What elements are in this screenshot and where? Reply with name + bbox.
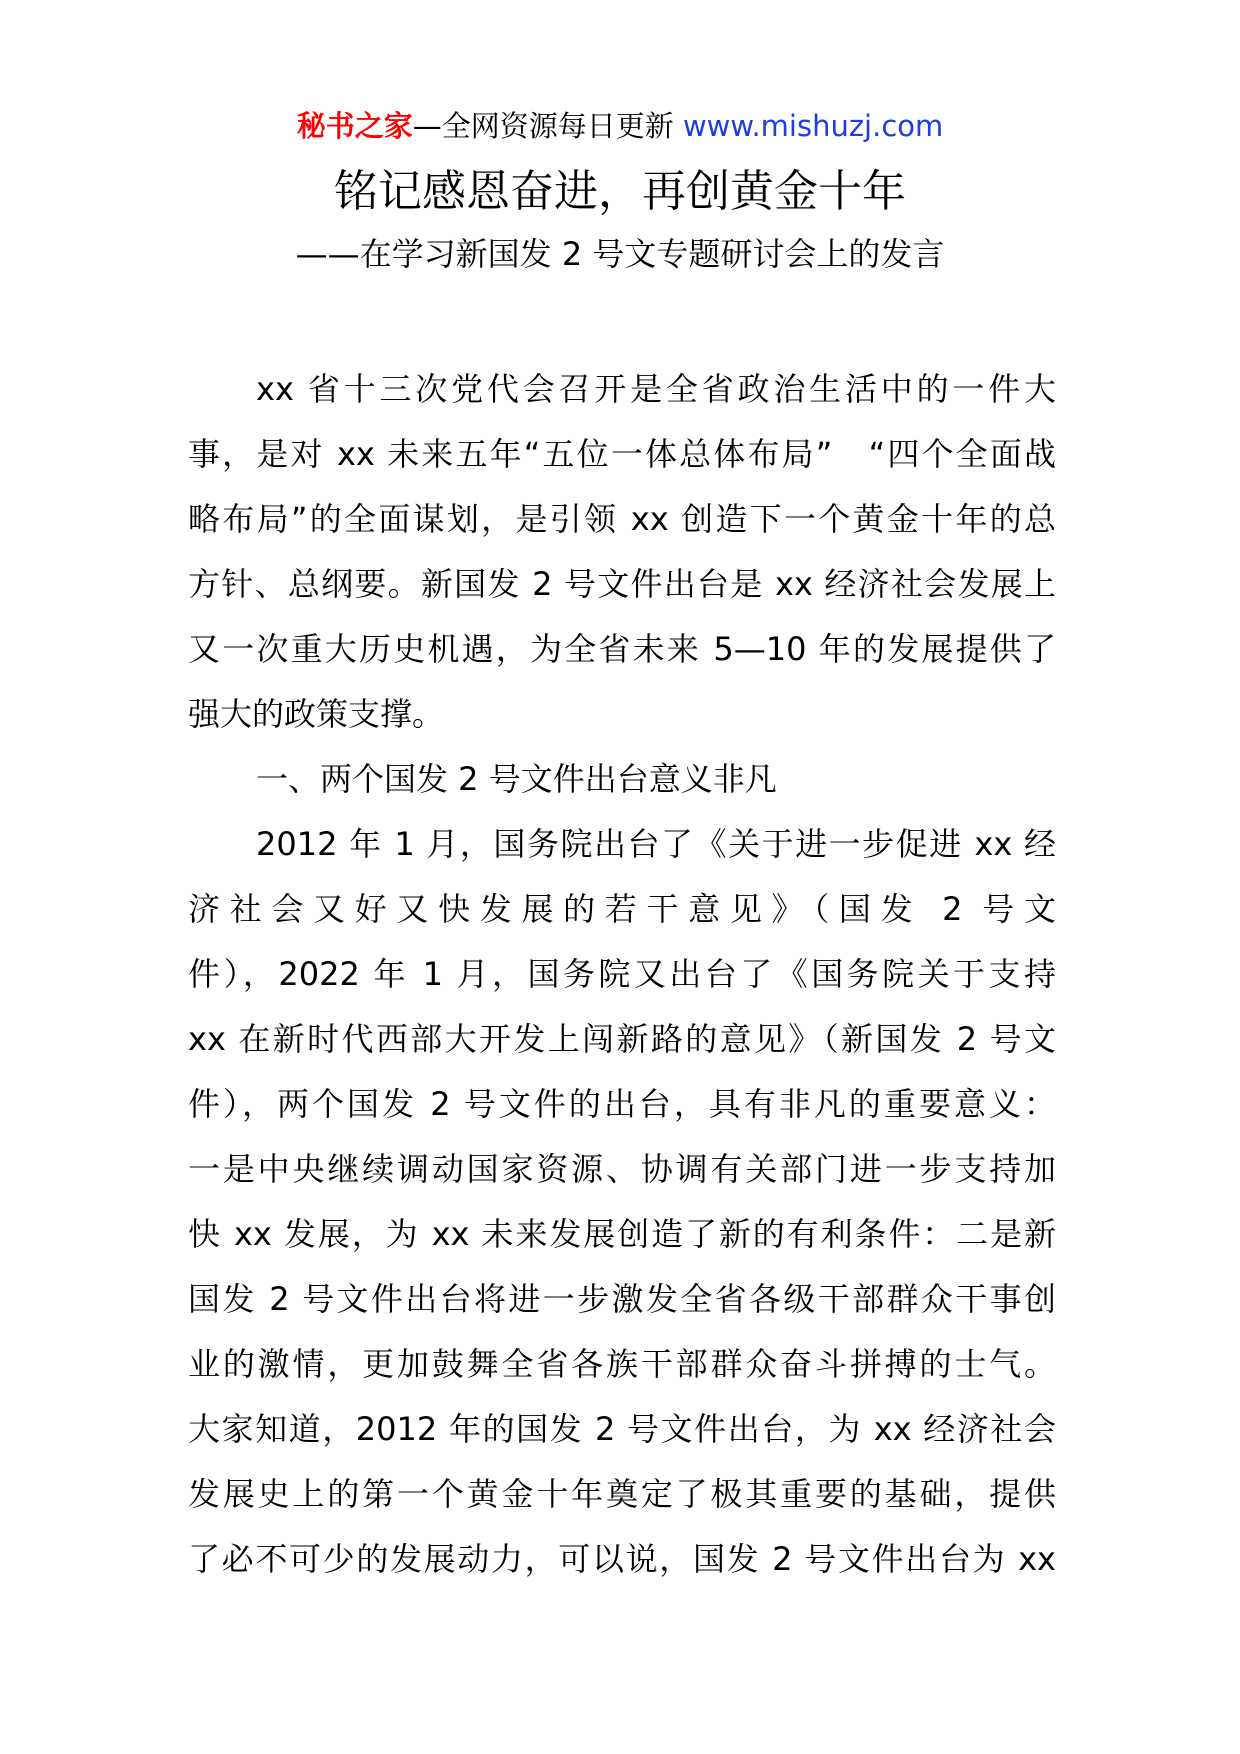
section-heading-1: 一、两个国发 2 号文件出台意义非凡 [256, 760, 777, 798]
document-title: 铭记感恩奋进，再创黄金十年 [334, 166, 906, 217]
paragraph-1-line-5: 又一次重大历史机遇，为全省未来 5—10 年的发展提供了 [188, 630, 1056, 668]
site-header [0, 104, 1240, 148]
paragraph-1-line-4: 方针、总纲要。新国发 2 号文件出台是 xx 经济社会发展上 [188, 565, 1056, 603]
paragraph-2-line-6: 一是中央继续调动国家资源、协调有关部门进一步支持加 [188, 1150, 1056, 1188]
paragraph-2-line-9: 业的激情，更加鼓舞全省各族干部群众奋斗拼搏的士气。 [188, 1345, 1056, 1383]
paragraph-1-line-1: xx 省十三次党代会召开是全省政治生活中的一件大 [256, 370, 1056, 408]
paragraph-2-line-8: 国发 2 号文件出台将进一步激发全省各级干部群众干事创 [188, 1280, 1056, 1318]
paragraph-2-line-1: 2012 年 1 月，国务院出台了《关于进一步促进 xx 经 [256, 825, 1056, 863]
paragraph-1-line-2: 事，是对 xx 未来五年“五位一体总体布局” “四个全面战 [188, 435, 1056, 473]
paragraph-2-line-2: 济社会又好又快发展的若干意见》（国发 2 号文 [188, 890, 1056, 928]
paragraph-2-line-5: 件），两个国发 2 号文件的出台，具有非凡的重要意义： [188, 1085, 1056, 1123]
document-subtitle: ——在学习新国发 2 号文专题研讨会上的发言 [295, 235, 945, 273]
paragraph-1-line-3: 略布局”的全面谋划，是引领 xx 创造下一个黄金十年的总 [188, 500, 1056, 538]
paragraph-2-line-4: xx 在新时代西部大开发上闯新路的意见》（新国发 2 号文 [188, 1020, 1056, 1058]
paragraph-2-line-10: 大家知道，2012 年的国发 2 号文件出台，为 xx 经济社会 [188, 1410, 1056, 1448]
site-url-link[interactable]: www.mishuzj.com [682, 109, 944, 143]
paragraph-2-line-11: 发展史上的第一个黄金十年奠定了极其重要的基础，提供 [188, 1475, 1056, 1513]
paragraph-2-line-3: 件），2022 年 1 月，国务院又出台了《国务院关于支持 [188, 955, 1056, 993]
document-body [188, 357, 1056, 1592]
brand-name: 秘书之家 [296, 109, 413, 143]
header-tagline: —全网资源每日更新 [412, 109, 674, 143]
paragraph-1-line-6: 强大的政策支撑。 [188, 695, 445, 733]
paragraph-2-line-7: 快 xx 发展，为 xx 未来发展创造了新的有利条件：二是新 [188, 1215, 1056, 1253]
paragraph-2-line-12: 了必不可少的发展动力，可以说，国发 2 号文件出台为 xx [188, 1540, 1056, 1578]
